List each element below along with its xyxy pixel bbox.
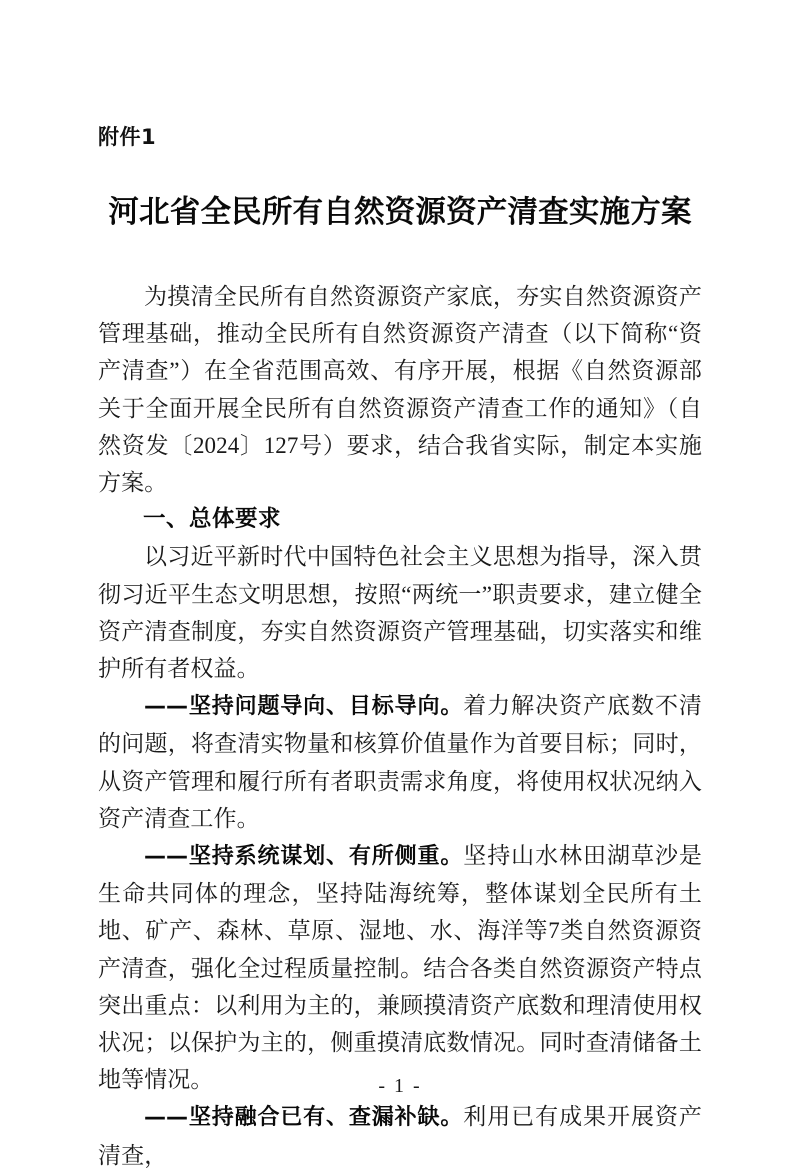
body-bullet-paragraph [98,1098,702,1173]
bullet-body-text: 利用已有成果开展资产清查， [98,1104,703,1168]
body-paragraph: 为摸清全民所有自然资源资产家底，夯实自然资源资产管理基础，推动全民所有自然资源资产清查（以下简称“资产清查”）在全省范围高效、有序开展，根据《自然资源部关于全面开展全民所有自然资源资产清查工作的通知》（自然资发〔2024〕127号）要求，结合我省实际，制定本实施方案。 [98,284,702,496]
page-number-footer: - 1 - [378,1075,422,1097]
bullet-body-text: 坚持山水林田湖草沙是生命共同体的理念，坚持陆海统筹，整体谋划全民所有土地、矿产、森林、草原、湿地、水、海洋等7类自然资源资产清查，强化全过程质量控制。结合各类自然资源资产特点突出重点：以利用为主的，兼顾摸清资产底数和理清使用权状况；以保护为主的，侧重摸清底数情况。同时查清储备土地等情况。 [98,843,703,1093]
body-paragraph: 以习近平新时代中国特色社会主义思想为指导，深入贯彻习近平生态文明思想，按照“两统一”职责要求，建立健全资产清查制度，夯实自然资源资产管理基础，切实落实和维护所有者权益。 [98,544,702,682]
bullet-body-text: 着力解决资产底数不清的问题，将查清实物量和核算价值量作为首要目标；同时，从资产管理和履行所有者职责需求角度，将使用权状况纳入资产清查工作。 [98,693,703,831]
page-title: 河北省全民所有自然资源资产清查实施方案 [108,194,692,230]
attachment-label: 附件1 [98,125,157,149]
body-bullet-paragraph [98,837,702,1098]
bullet-lead-in: ——坚持问题导向、目标导向。 [144,694,464,720]
body-bullet-paragraph [98,687,702,837]
document-body [98,278,702,1174]
bullet-lead-in: ——坚持融合已有、查漏补缺。 [144,1105,464,1131]
section-heading: 一、总体要求 [143,506,282,533]
bullet-lead-in: ——坚持系统谋划、有所侧重。 [144,844,464,870]
